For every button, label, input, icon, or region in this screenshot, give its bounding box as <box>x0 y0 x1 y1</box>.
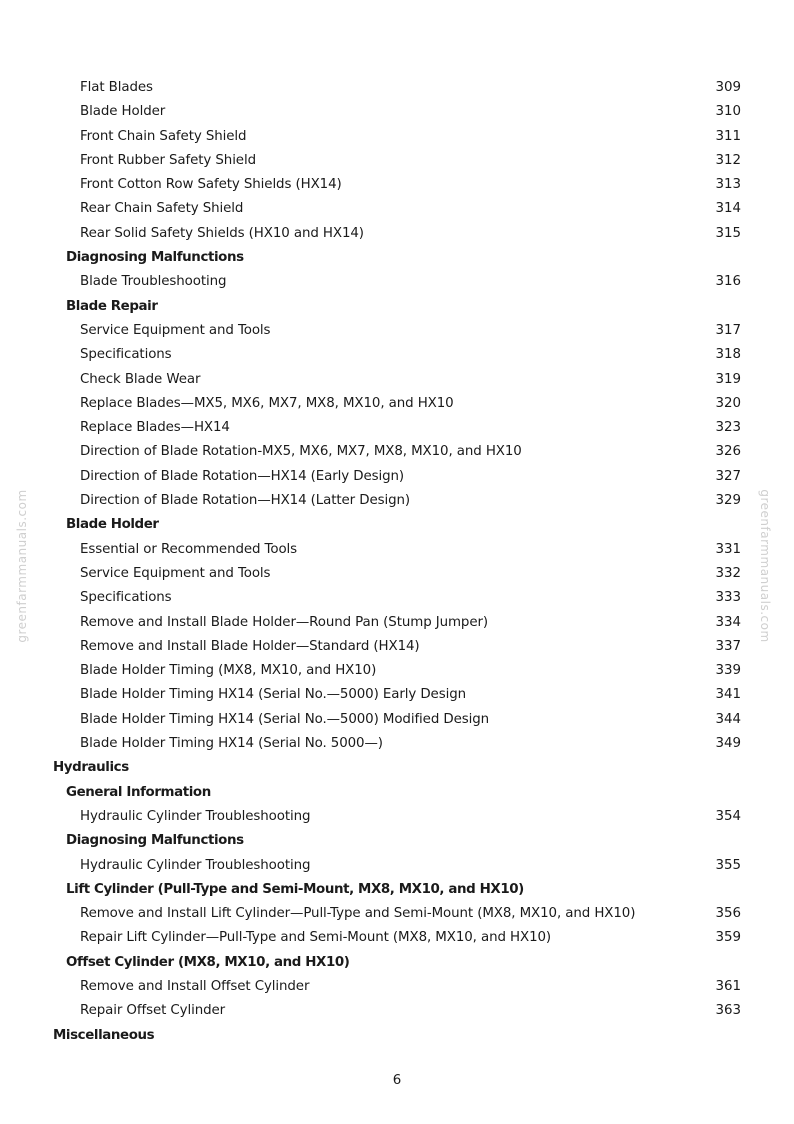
toc-entry-title: Flat Blades <box>80 80 153 95</box>
toc-entry[interactable] <box>0 975 794 999</box>
toc-entry-title: Rear Chain Safety Shield <box>80 201 244 217</box>
toc-entry-title: Repair Offset Cylinder <box>80 1003 226 1019</box>
toc-entry-page: 337 <box>715 638 741 654</box>
toc-entry-page: 323 <box>715 420 741 436</box>
toc-entry-page: 332 <box>715 565 741 581</box>
toc-entry-page: 312 <box>715 152 741 168</box>
toc-entry[interactable] <box>0 611 794 635</box>
toc-section-heading[interactable] <box>0 295 794 319</box>
toc-entry-page: 344 <box>715 711 741 727</box>
toc-entry-title: Service Equipment and Tools <box>80 322 271 338</box>
toc-entry-title: Diagnosing Malfunctions <box>66 833 244 849</box>
toc-entry-page: 315 <box>715 225 741 241</box>
toc-entry[interactable] <box>0 440 794 464</box>
watermark-right: greenfarmmanuals.com <box>758 489 772 643</box>
toc-entry-title: Remove and Install Offset Cylinder <box>80 978 310 994</box>
toc-entry[interactable] <box>0 926 794 950</box>
toc-entry-title: Blade Holder Timing HX14 (Serial No. 5000—) <box>80 736 383 752</box>
toc-section-heading[interactable] <box>0 878 794 902</box>
toc-entry-title: General Information <box>66 784 211 800</box>
toc-entry[interactable] <box>0 343 794 367</box>
toc-entry[interactable] <box>0 416 794 440</box>
toc-entry[interactable] <box>0 635 794 659</box>
page-number: 6 <box>392 1073 402 1088</box>
toc-entry[interactable] <box>0 683 794 707</box>
toc-entry[interactable] <box>0 76 794 100</box>
toc-section-heading[interactable] <box>0 513 794 537</box>
toc-entry-title: Blade Holder <box>66 517 159 533</box>
toc-entry[interactable] <box>0 538 794 562</box>
toc-entry-title: Direction of Blade Rotation-MX5, MX6, MX7, MX8, MX10, and HX10 <box>80 444 522 460</box>
watermark-left: greenfarmmanuals.com <box>15 489 29 643</box>
toc-entry[interactable] <box>0 149 794 173</box>
toc-entry-title: Blade Troubleshooting <box>80 274 227 290</box>
toc-entry-title: Essential or Recommended Tools <box>80 541 298 557</box>
toc-entry[interactable] <box>0 270 794 294</box>
toc-entry-title: Miscellaneous <box>53 1027 155 1043</box>
toc-entry-page: 331 <box>715 541 741 557</box>
toc-entry-page: 361 <box>715 978 741 994</box>
toc-entry[interactable] <box>0 586 794 610</box>
toc-entry-title: Direction of Blade Rotation—HX14 (Early Design) <box>80 468 405 484</box>
toc-entry-title: Blade Holder Timing HX14 (Serial No.—5000) Modified Design <box>80 711 490 727</box>
toc-entry[interactable] <box>0 902 794 926</box>
toc-entry-title: Specifications <box>80 347 172 363</box>
toc-entry-title: Blade Holder <box>80 104 166 120</box>
toc-entry-title: Service Equipment and Tools <box>80 565 271 581</box>
toc-entry[interactable] <box>0 732 794 756</box>
toc-entry-page: 363 <box>715 1003 741 1019</box>
toc-entry-page: 309 <box>715 80 741 95</box>
toc-entry[interactable] <box>0 368 794 392</box>
toc-entry-page: 329 <box>715 493 741 509</box>
toc-entry-title: Lift Cylinder (Pull-Type and Semi-Mount, MX8, MX10, and HX10) <box>66 881 524 897</box>
toc-entry[interactable] <box>0 319 794 343</box>
toc-section-heading[interactable] <box>0 246 794 270</box>
toc-entry-title: Hydraulics <box>53 760 129 776</box>
toc-entry-title: Rear Solid Safety Shields (HX10 and HX14) <box>80 225 364 241</box>
toc-entry-page: 318 <box>715 347 741 363</box>
toc-entry-page: 316 <box>715 274 741 290</box>
toc-section-heading[interactable] <box>0 951 794 975</box>
toc-entry[interactable] <box>0 465 794 489</box>
toc-entry-page: 354 <box>715 808 741 824</box>
toc-entry-page: 326 <box>715 444 741 460</box>
toc-entry-page: 333 <box>715 590 741 606</box>
toc-entry-title: Check Blade Wear <box>80 371 201 387</box>
toc-entry-page: 317 <box>715 322 741 338</box>
toc-entry-page: 334 <box>715 614 741 630</box>
toc-entry[interactable] <box>0 854 794 878</box>
toc-entry-title: Hydraulic Cylinder Troubleshooting <box>80 808 311 824</box>
toc-entry[interactable] <box>0 173 794 197</box>
toc-entry-title: Hydraulic Cylinder Troubleshooting <box>80 857 311 873</box>
toc-entry-title: Diagnosing Malfunctions <box>66 250 244 266</box>
toc-entry-title: Front Cotton Row Safety Shields (HX14) <box>80 177 342 193</box>
toc-entry-page: 341 <box>715 687 741 703</box>
toc-entry-page: 339 <box>715 663 741 679</box>
toc-entry-page: 359 <box>715 930 741 946</box>
toc-entry-page: 314 <box>715 201 741 217</box>
toc-entry-title: Specifications <box>80 590 172 606</box>
toc-entry[interactable] <box>0 125 794 149</box>
toc-section-heading[interactable] <box>0 829 794 853</box>
toc-entry-title: Remove and Install Blade Holder—Standard (HX14) <box>80 638 420 654</box>
toc-entry-page: 356 <box>715 906 741 922</box>
toc-entry-title: Offset Cylinder (MX8, MX10, and HX10) <box>66 954 350 970</box>
toc-section-heading[interactable] <box>0 781 794 805</box>
toc-entry-page: 349 <box>715 736 741 752</box>
toc-entry[interactable] <box>0 489 794 513</box>
toc-entry-page: 320 <box>715 395 741 411</box>
toc-entry[interactable] <box>0 100 794 124</box>
toc-chapter-heading[interactable] <box>0 756 794 780</box>
toc-entry-title: Direction of Blade Rotation—HX14 (Latter Design) <box>80 493 410 509</box>
toc-entry-title: Replace Blades—MX5, MX6, MX7, MX8, MX10, and HX10 <box>80 395 454 411</box>
toc-entry-title: Remove and Install Lift Cylinder—Pull-Type and Semi-Mount (MX8, MX10, and HX10) <box>80 906 636 922</box>
toc-entry[interactable] <box>0 392 794 416</box>
toc-entry[interactable] <box>0 197 794 221</box>
toc-entry-title: Front Rubber Safety Shield <box>80 152 256 168</box>
toc-entry-title: Remove and Install Blade Holder—Round Pan (Stump Jumper) <box>80 614 488 630</box>
toc-entry-title: Replace Blades—HX14 <box>80 420 230 436</box>
toc-entry[interactable] <box>0 708 794 732</box>
toc-entry[interactable] <box>0 999 794 1023</box>
toc-entry-title: Blade Holder Timing (MX8, MX10, and HX10) <box>80 663 377 679</box>
toc-entry-page: 313 <box>715 177 741 193</box>
toc-entry-page: 327 <box>715 468 741 484</box>
toc-entry-page: 311 <box>715 128 741 144</box>
toc-entry[interactable] <box>0 222 794 246</box>
toc-entry-title: Blade Holder Timing HX14 (Serial No.—5000) Early Design <box>80 687 466 703</box>
toc-entry[interactable] <box>0 659 794 683</box>
toc-entry-page: 319 <box>715 371 741 387</box>
toc-entry-title: Repair Lift Cylinder—Pull-Type and Semi-Mount (MX8, MX10, and HX10) <box>80 930 552 946</box>
toc-chapter-heading[interactable] <box>0 1024 794 1048</box>
toc-entry[interactable] <box>0 562 794 586</box>
toc-entry[interactable] <box>0 805 794 829</box>
table-of-contents <box>0 76 794 1048</box>
toc-entry-title: Front Chain Safety Shield <box>80 128 247 144</box>
toc-entry-page: 310 <box>715 104 741 120</box>
toc-entry-title: Blade Repair <box>66 298 158 314</box>
toc-entry-page: 355 <box>715 857 741 873</box>
